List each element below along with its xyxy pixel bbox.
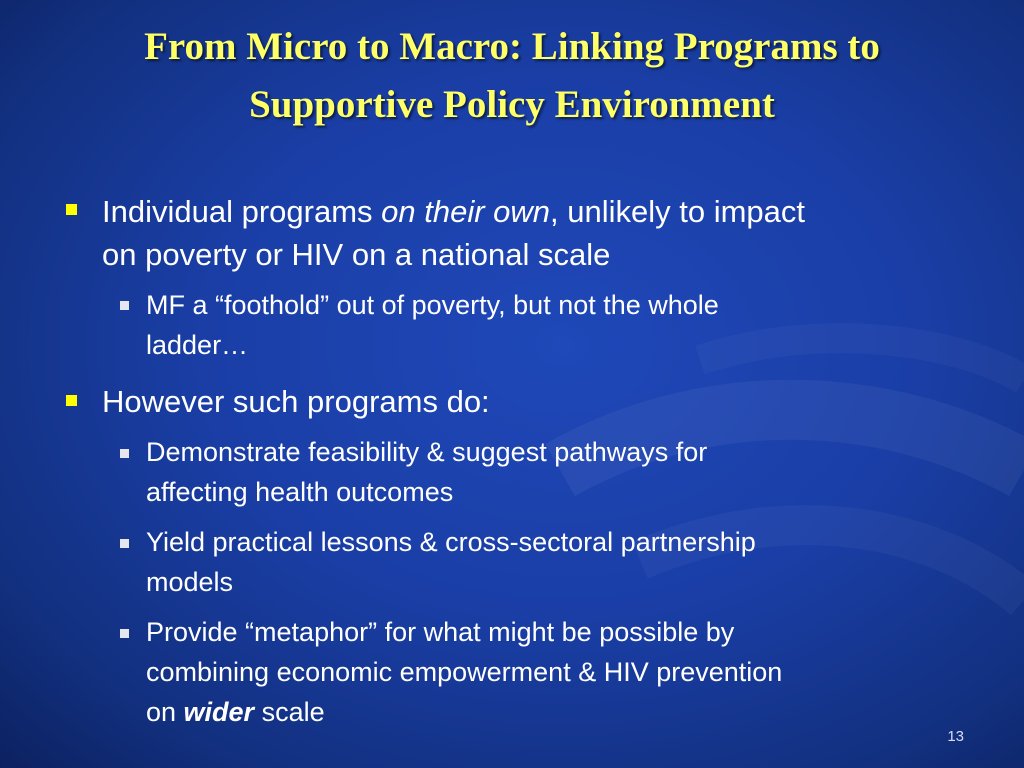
sub-bullet-2-line-2: affecting health outcomes	[146, 477, 454, 507]
bullet-square-icon	[66, 395, 77, 406]
title-line-1: From Micro to Macro: Linking Programs to	[144, 25, 880, 68]
sub-bullet-4-line-1: Provide “metaphor” for what might be possible by	[146, 617, 735, 647]
sub-bullet-square-icon	[120, 629, 129, 638]
sub-bullet-square-icon	[120, 449, 129, 458]
bullet-1-text-cont: , unlikely to impact	[550, 194, 806, 229]
bullet-2-line-1: However such programs do:	[102, 384, 490, 419]
sub-bullet-4-text: on	[146, 697, 184, 727]
sub-bullet-square-icon	[120, 301, 129, 310]
sub-bullet-4-line-3	[146, 692, 325, 732]
bullet-1-line-2: on poverty or HIV on a national scale	[102, 237, 611, 272]
page-number: 13	[947, 728, 964, 745]
sub-bullet-1-line-1: MF a “foothold” out of poverty, but not the whole	[146, 290, 719, 320]
sub-bullet-square-icon	[120, 539, 129, 548]
title-line-2: Supportive Policy Environment	[249, 83, 775, 126]
bullet-square-icon	[66, 204, 77, 215]
sub-bullet-4-emphasis: wider	[183, 697, 255, 727]
bullet-1-text: Individual programs	[102, 194, 382, 229]
sub-bullet-1-line-2: ladder…	[146, 330, 249, 360]
bullet-1-line-1	[102, 190, 805, 233]
bullet-1-emphasis: on their own	[381, 194, 551, 229]
sub-bullet-4-text-cont: scale	[254, 697, 325, 727]
sub-bullet-4-line-2: combining economic empowerment & HIV prevention	[146, 657, 783, 687]
sub-bullet-3-line-2: models	[146, 567, 234, 597]
sub-bullet-3-line-1: Yield practical lessons & cross-sectoral partnership	[146, 527, 756, 557]
sub-bullet-2-line-1: Demonstrate feasibility & suggest pathways for	[146, 437, 708, 467]
